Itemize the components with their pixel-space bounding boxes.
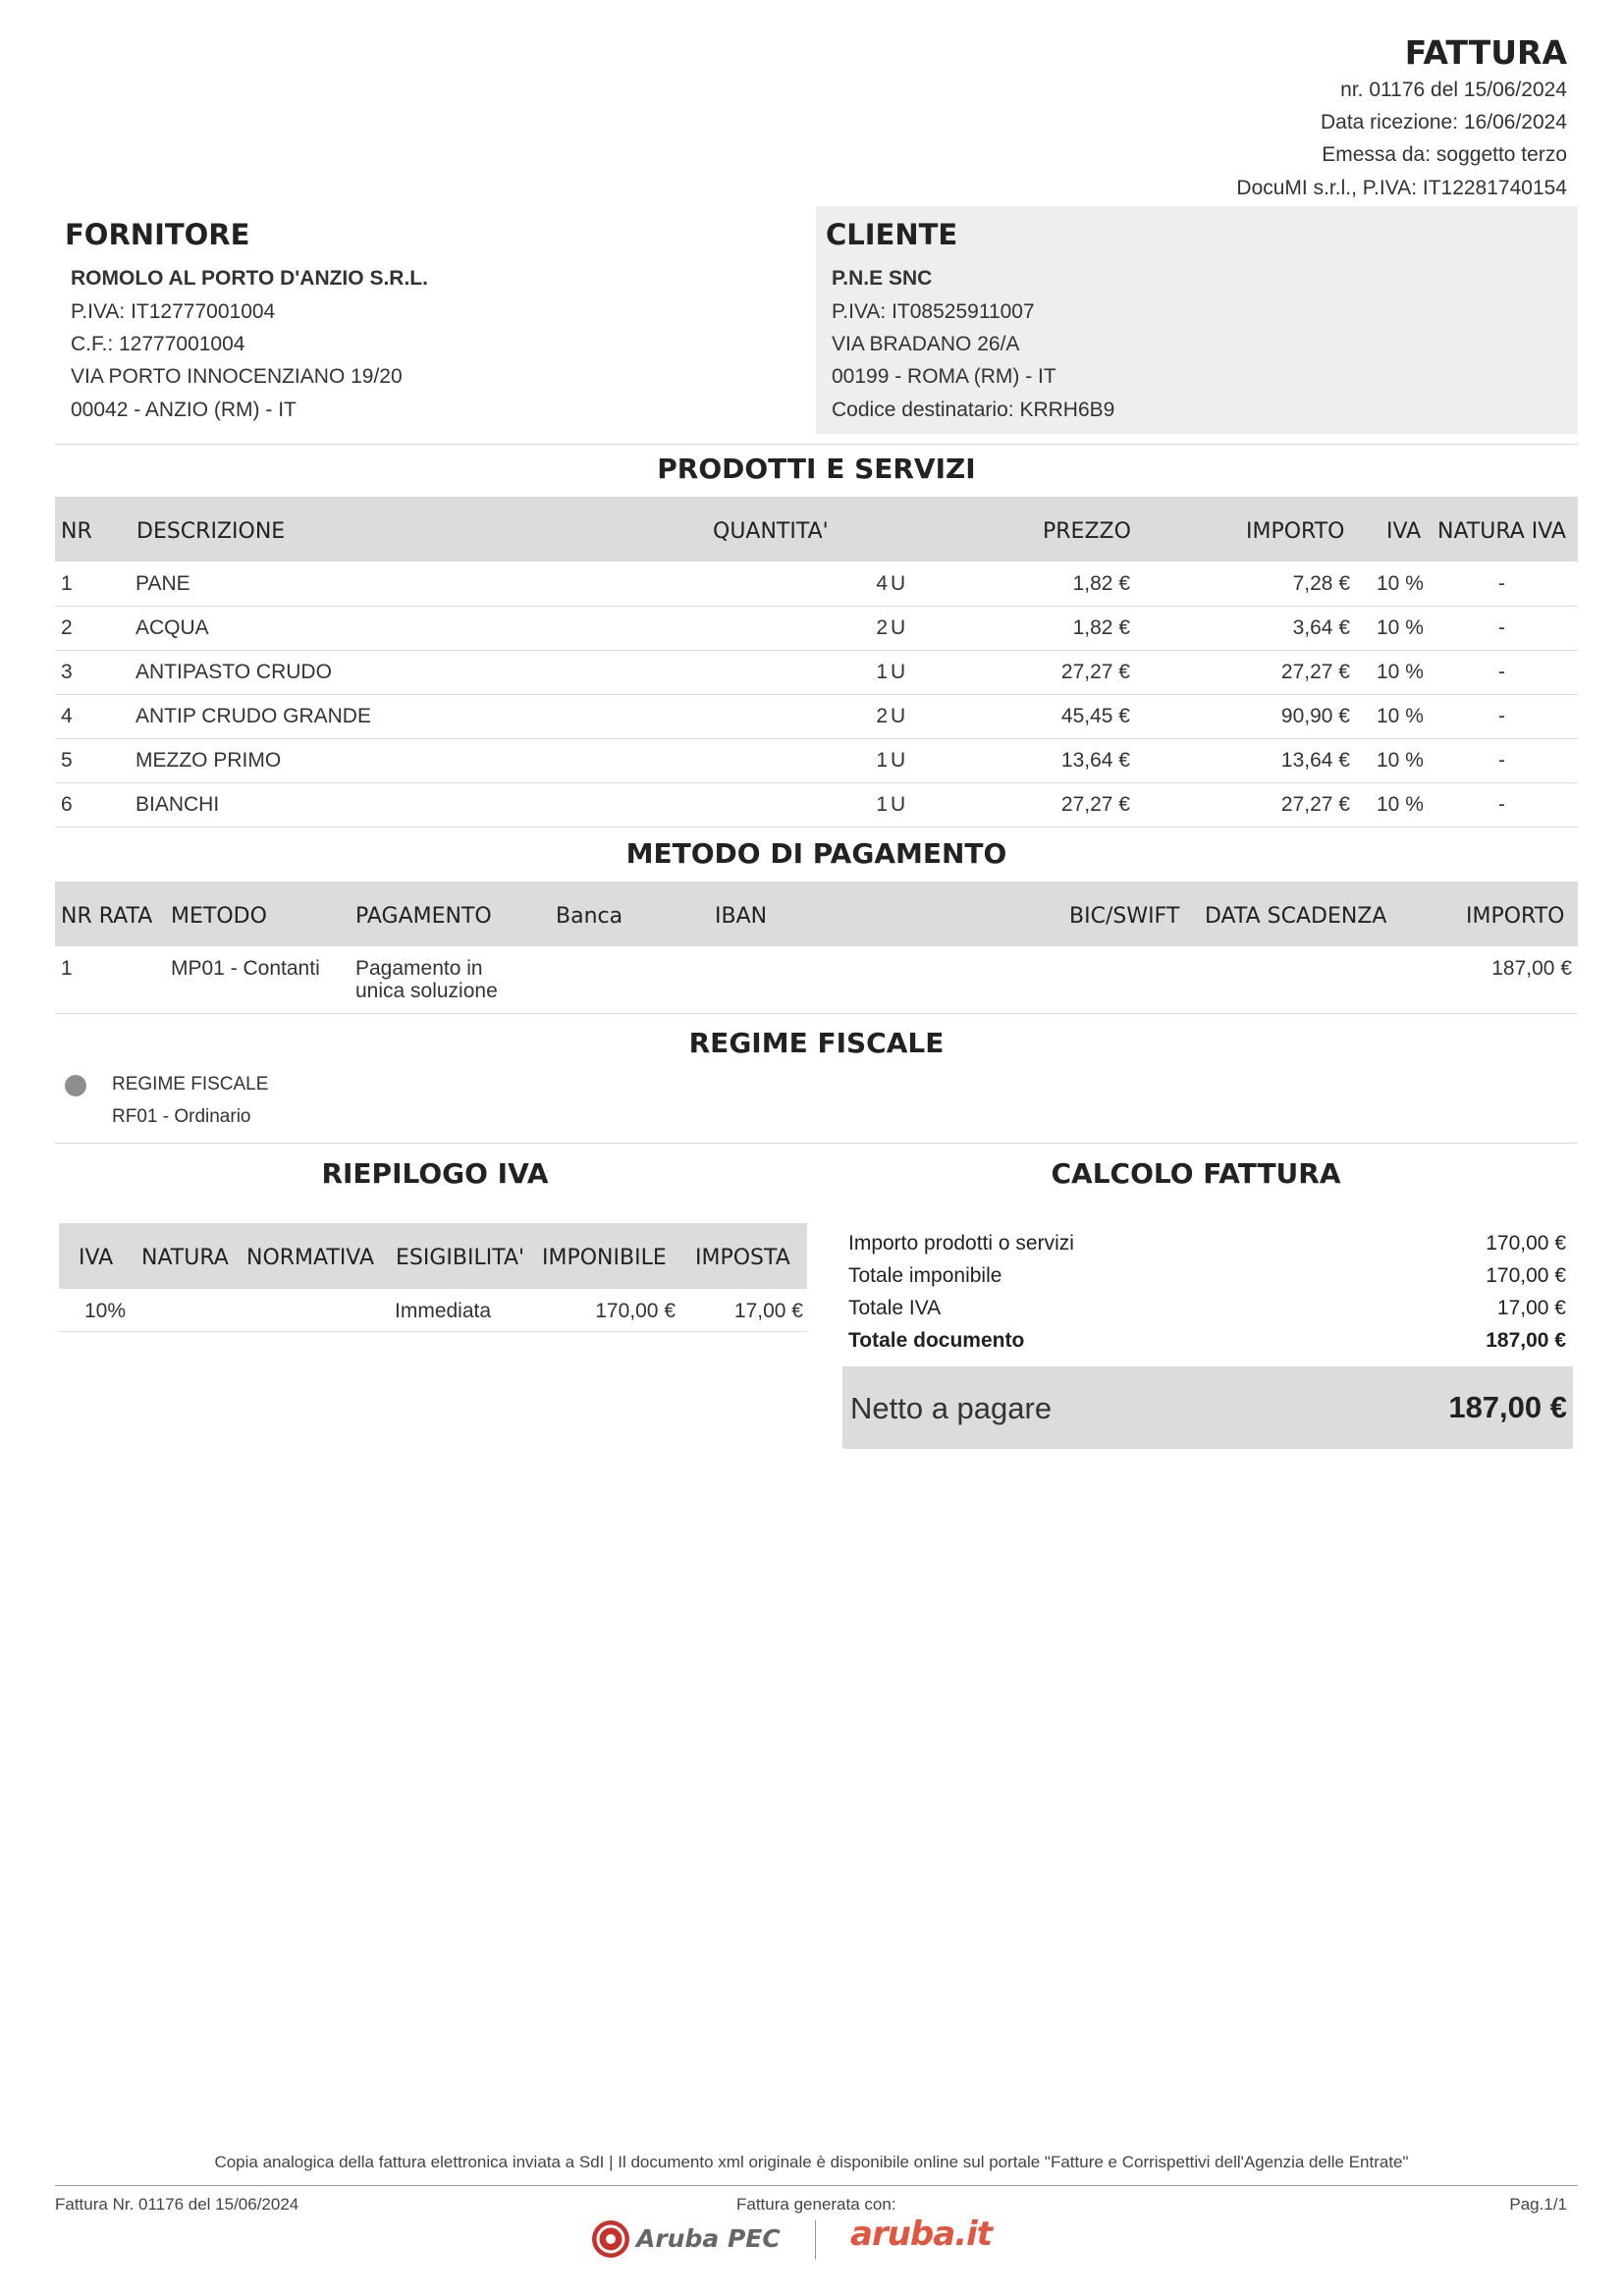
client-city: 00199 - ROMA (RM) - IT — [832, 365, 1056, 388]
cell-unit: U — [891, 661, 906, 683]
calc-total-label: Totale documento — [848, 1329, 1025, 1352]
cell-nature: - — [1498, 749, 1505, 772]
regime-label: REGIME FISCALE — [112, 1074, 269, 1095]
cell-price: 13,64 € — [1060, 749, 1130, 772]
col-nr: NR — [61, 519, 92, 544]
cell-amount: 3,64 € — [1292, 616, 1350, 639]
net-payable-box — [842, 1366, 1573, 1449]
vat-table-header — [59, 1223, 807, 1289]
client-title: CLIENTE — [826, 218, 958, 251]
cell-qty: 2 — [876, 705, 888, 727]
calc-value: 170,00 € — [1486, 1264, 1566, 1287]
aruba-it-text: aruba.it — [850, 2215, 993, 2254]
calculation-title: CALCOLO FATTURA — [1051, 1157, 1341, 1190]
col-description: DESCRIZIONE — [136, 519, 286, 544]
footer-invoice-ref: Fattura Nr. 01176 del 15/06/2024 — [55, 2195, 299, 2214]
cell-nr: 1 — [61, 572, 73, 595]
supplier-name: ROMOLO AL PORTO D'ANZIO S.R.L. — [71, 267, 428, 290]
cell-description: ANTIPASTO CRUDO — [135, 661, 332, 683]
cell-nature: - — [1498, 793, 1505, 816]
client-piva: P.IVA: IT08525911007 — [832, 300, 1035, 323]
cell-nr: 5 — [61, 749, 73, 772]
col-payment: PAGAMENTO — [355, 904, 492, 929]
cell-qty: 1 — [876, 793, 888, 816]
cell-qty: 4 — [876, 572, 888, 595]
cell-qty: 2 — [876, 616, 888, 639]
cell-qty: 1 — [876, 661, 888, 683]
col-normativa: NORMATIVA — [246, 1246, 375, 1270]
col-vat-nature: NATURA IVA — [1437, 519, 1566, 544]
col-vat: IVA — [79, 1246, 114, 1270]
col-method: METODO — [171, 904, 267, 929]
cell-amount: 27,27 € — [1280, 793, 1350, 816]
cell-nature: - — [1498, 616, 1505, 639]
cell-nature: - — [1498, 661, 1505, 683]
cell-payment-line1: Pagamento in — [355, 957, 483, 980]
cell-nature: - — [1498, 705, 1505, 727]
col-quantity: QUANTITA' — [713, 519, 829, 544]
regime-value: RF01 - Ordinario — [112, 1106, 251, 1127]
footer-generated-with: Fattura generata con: — [736, 2195, 896, 2214]
regime-title: REGIME FISCALE — [688, 1027, 945, 1059]
calc-value: 170,00 € — [1486, 1232, 1566, 1255]
cell-nr: 3 — [61, 661, 73, 683]
calc-total-value: 187,00 € — [1486, 1329, 1566, 1352]
cell-payment-amount: 187,00 € — [1491, 957, 1572, 980]
col-nature: NATURA — [141, 1246, 229, 1270]
calc-label: Totale imponibile — [848, 1264, 1002, 1287]
cell-amount: 13,64 € — [1280, 749, 1350, 772]
cell-unit: U — [891, 705, 906, 727]
table-row — [55, 947, 1578, 1014]
table-row — [55, 607, 1578, 651]
cell-vat: 10 % — [1377, 661, 1424, 683]
client-panel — [816, 206, 1578, 434]
cell-description: PANE — [135, 572, 190, 595]
aruba-pec-logo — [589, 2216, 785, 2262]
cell-nr: 2 — [61, 616, 73, 639]
cell-price: 27,27 € — [1060, 793, 1130, 816]
receipt-date: Data ricezione: 16/06/2024 — [1320, 111, 1567, 133]
cell-imposta: 17,00 € — [733, 1300, 803, 1322]
calc-label: Totale IVA — [848, 1297, 942, 1319]
cell-amount: 7,28 € — [1292, 572, 1350, 595]
cell-price: 1,82 € — [1072, 616, 1130, 639]
cell-vat: 10 % — [1377, 572, 1424, 595]
cell-amount: 90,90 € — [1280, 705, 1350, 727]
supplier-piva: P.IVA: IT12777001004 — [71, 300, 276, 323]
products-table-header — [55, 497, 1578, 561]
client-address: VIA BRADANO 26/A — [832, 333, 1020, 355]
cell-esigibilita: Immediata — [395, 1300, 492, 1322]
divider — [55, 1143, 1578, 1144]
bullet-icon — [65, 1075, 86, 1096]
products-title: PRODOTTI E SERVIZI — [657, 453, 976, 485]
divider — [55, 444, 1578, 445]
divider — [55, 2185, 1578, 2186]
col-nr-rata: NR RATA — [61, 904, 153, 929]
cell-nr: 4 — [61, 705, 73, 727]
client-name: P.N.E SNC — [832, 267, 933, 290]
cell-vat: 10 % — [1377, 749, 1424, 772]
footer-note: Copia analogica della fattura elettronica inviata a SdI | Il documento xml originale è disponibile online sul portale "Fatture e Corrispettivi dell'Agenzia delle Entrate" — [214, 2153, 1409, 2171]
col-imposta: IMPOSTA — [695, 1246, 790, 1270]
cell-imponibile: 170,00 € — [595, 1300, 676, 1322]
calc-value: 17,00 € — [1496, 1297, 1566, 1319]
payment-table-header — [55, 881, 1578, 946]
col-esigibilita: ESIGIBILITA' — [396, 1246, 525, 1270]
logo-divider — [815, 2220, 816, 2260]
cell-unit: U — [891, 572, 906, 595]
net-value: 187,00 € — [1448, 1390, 1567, 1424]
supplier-panel — [55, 206, 803, 434]
vat-summary-title: RIEPILOGO IVA — [321, 1157, 549, 1190]
supplier-title: FORNITORE — [65, 218, 250, 251]
issuer-info: DocuMI s.r.l., P.IVA: IT12281740154 — [1236, 177, 1567, 199]
cell-method: MP01 - Contanti — [171, 957, 320, 980]
cell-qty: 1 — [876, 749, 888, 772]
cell-amount: 27,27 € — [1280, 661, 1350, 683]
cell-vat: 10 % — [1377, 793, 1424, 816]
col-vat: IVA — [1386, 519, 1422, 544]
cell-vat: 10 % — [1377, 705, 1424, 727]
cell-unit: U — [891, 793, 906, 816]
aruba-pec-text: Aruba PEC — [636, 2224, 781, 2253]
net-label: Netto a pagare — [850, 1391, 1053, 1425]
cell-price: 27,27 € — [1060, 661, 1130, 683]
client-recipient-code: Codice destinatario: KRRH6B9 — [832, 399, 1115, 421]
invoice-number: nr. 01176 del 15/06/2024 — [1340, 79, 1567, 101]
cell-description: ACQUA — [135, 616, 209, 639]
issued-by: Emessa da: soggetto terzo — [1322, 143, 1567, 166]
table-row — [55, 562, 1578, 607]
col-iban: IBAN — [715, 904, 768, 929]
cell-payment-line2: unica soluzione — [355, 980, 498, 1002]
supplier-address: VIA PORTO INNOCENZIANO 19/20 — [71, 365, 403, 388]
payment-title: METODO DI PAGAMENTO — [625, 837, 1007, 870]
aruba-it-logo — [850, 2213, 998, 2260]
cell-vat: 10 % — [1377, 616, 1424, 639]
cell-description: MEZZO PRIMO — [135, 749, 282, 772]
table-row — [55, 783, 1578, 828]
table-row — [59, 1290, 807, 1332]
col-due-date: DATA SCADENZA — [1205, 904, 1387, 929]
col-payment-amount: IMPORTO — [1466, 904, 1565, 929]
table-row — [55, 739, 1578, 783]
col-bank: Banca — [556, 904, 623, 929]
document-title: FATTURA — [1404, 33, 1567, 72]
cell-nature: - — [1498, 572, 1505, 595]
table-row — [55, 651, 1578, 695]
cell-price: 45,45 € — [1060, 705, 1130, 727]
supplier-cf: C.F.: 12777001004 — [71, 333, 245, 355]
col-bic: BIC/SWIFT — [1069, 904, 1180, 929]
cell-description: ANTIP CRUDO GRANDE — [135, 705, 371, 727]
col-imponibile: IMPONIBILE — [542, 1246, 667, 1270]
cell-nr: 6 — [61, 793, 73, 816]
cell-description: BIANCHI — [135, 793, 220, 816]
cell-unit: U — [891, 616, 906, 639]
supplier-city: 00042 - ANZIO (RM) - IT — [71, 399, 297, 421]
col-amount: IMPORTO — [1246, 519, 1345, 544]
footer-page: Pag.1/1 — [1509, 2195, 1567, 2214]
table-row — [55, 695, 1578, 739]
cell-price: 1,82 € — [1072, 572, 1130, 595]
cell-unit: U — [891, 749, 906, 772]
cell-vat: 10% — [84, 1300, 127, 1322]
calc-label: Importo prodotti o servizi — [848, 1232, 1074, 1255]
col-price: PREZZO — [1043, 519, 1131, 544]
cell-nr-rata: 1 — [61, 957, 73, 980]
